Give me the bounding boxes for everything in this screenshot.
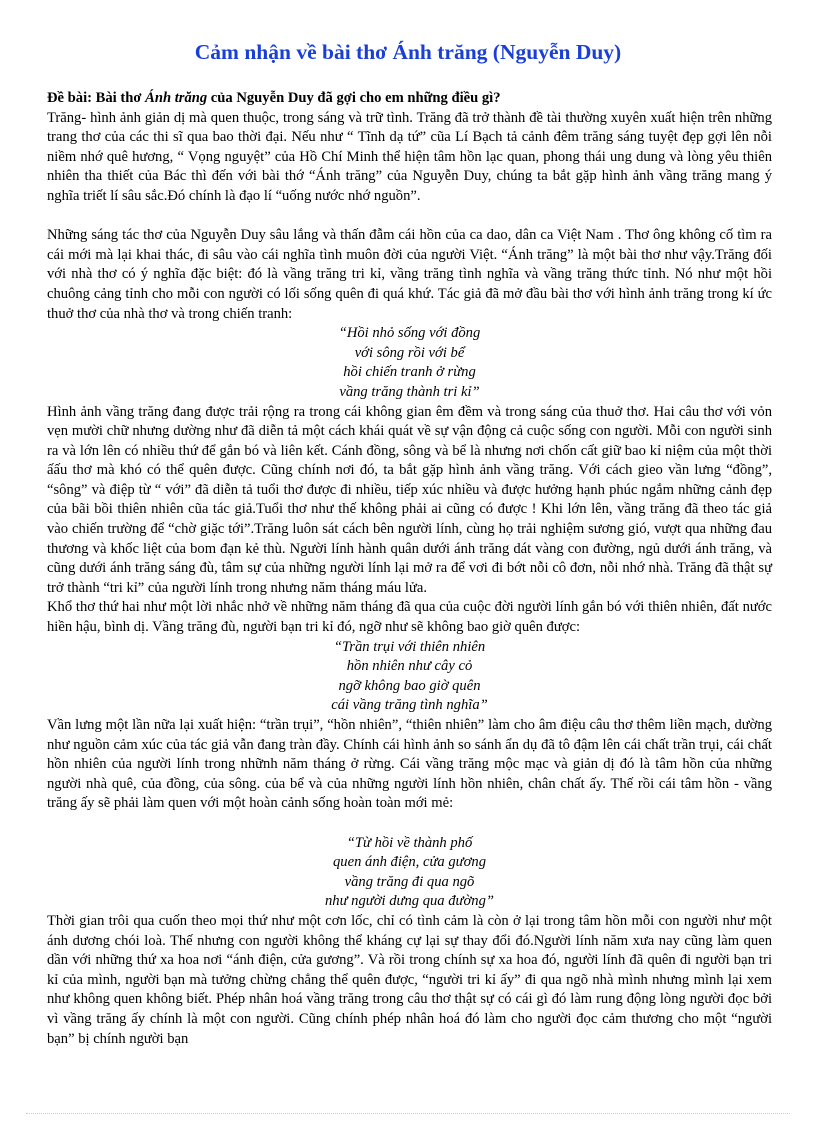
essay-prompt: [47, 89, 772, 109]
paragraph-gap: [47, 814, 772, 834]
poem-line: vầng trăng thành tri kỉ”: [339, 383, 480, 400]
poem-line: ngỡ không bao giờ quên: [338, 677, 481, 694]
paragraph-analysis-2: Vần lưng một lần nữa lại xuất hiện: “trần trụi”, “hồn nhiên”, “thiên nhiên” làm cho âm điệu câu thơ thêm liền mạch, dường như nguồn cảm xúc của tác giả vẫn đang tràn đầy. Chính cái hình ảnh so sánh ẩn dụ đã tô đậm lên cái chất trần trụi, cái chất hồn nhiên của người lính trong nhữnh năm tháng ở rừng. Cái vầng trăng mộc mạc và giản dị đó là tâm hồn của những người nhà quê, của đồng, của sông. của bể và của những người lính hồn nhiên, chân chất ấy. Thế rồi cái tâm hồn - vầng trăng ấy sẽ phải làm quen với một hoàn cảnh sống hoàn toàn mới mẻ:: [47, 717, 772, 812]
poem-stanza-3: [47, 834, 772, 912]
poem-stanza-2: [47, 638, 772, 716]
poem-line: như người dưng qua đường”: [324, 893, 495, 910]
page-bottom-divider: [26, 1113, 790, 1114]
poem-line: hồi chiến tranh ở rừng: [343, 364, 476, 381]
paragraph-author: Những sáng tác thơ của Nguyễn Duy sâu lắng và thấn đẫm cái hồn của ca dao, dân ca Việt Nam . Thơ ông không cố tìm ra cái mới mà lại khai thác, đi sâu vào cái nghĩa tình muôn đời của người Việt. “Ánh trăng” là một bài thơ như vậy.Trăng đối với nhà thơ có ý nghĩa đặc biệt: đó là vầng trăng tri kỉ, vầng trăng tình nghĩa và vầng trăng thức tỉnh. Nó như một hồi chuông cảng tỉnh cho mỗi con người có lối sống quên đi quá khứ. Tác giả đã mở đầu bài thơ với hình ảnh trăng trong kí ức thuở thơ của nhà thơ và trong chiến tranh:: [47, 227, 772, 322]
paragraph-intro: Trăng- hình ảnh giản dị mà quen thuộc, trong sáng và trữ tình. Trăng đã trở thành đề tài thường xuyên xuất hiện trên những trang thơ của các thi sĩ qua bao thời đại. Nếu như “ Tĩnh dạ tứ” cũa Lí Bạch tả cảnh đêm trăng sáng tuyệt đẹp gợi lên nỗi niềm nhớ quê hương, “ Vọng nguyệt” của Hồ Chí Minh thể hiện tâm hồn lạc quan, phong thái ung dung và lòng yêu thiên nhiên tha thiết của Bác thì đến với bài thớ “Ánh trăng” của Nguyễn Duy, chúng ta bắt gặp hình ảnh vầng trăng mang ý nghĩa triết lí sâu sắc.Đó chính là đạo lí “uống nước nhớ nguồn”.: [47, 109, 772, 204]
poem-line: cái vầng trăng tình nghĩa”: [331, 697, 488, 714]
paragraph-stanza-2-intro: Khổ thơ thứ hai như một lời nhắc nhở về những năm tháng đã qua của cuộc đời người lính gắn bó với thiên nhiên, đất nước hiền hậu, bình dị. Vầng trăng đù, người bạn tri kỉ đó, ngỡ như sẽ không bao giờ quên được:: [47, 599, 772, 636]
poem-line: quen ánh điện, cửa gương: [333, 854, 486, 871]
poem-line: “Trần trụi với thiên nhiên: [333, 638, 486, 655]
poem-line: “Từ hồi về thành phố: [346, 834, 473, 851]
document-body: [47, 89, 772, 1049]
poem-line: hồn nhiên như cây cỏ: [346, 658, 473, 675]
poem-line: “Hồi nhỏ sống với đồng: [338, 325, 481, 342]
prompt-label: Đề bài: Bài thơ: [47, 90, 146, 106]
page-title: Cảm nhận về bài thơ Ánh trăng (Nguyễn Duy): [194, 40, 622, 64]
paragraph-gap: [47, 207, 772, 227]
poem-stanza-1: [47, 324, 772, 402]
paragraph-analysis-3: Thời gian trôi qua cuốn theo mọi thứ như một cơn lốc, chỉ có tình cảm là còn ở lại trong tâm hồn mỗi con người như một ánh dương chói loà. Thế nhưng con người không thể kháng cự lại sự thay đổi đó.Người lính năm xưa nay cũng làm quen dần với những thứ xa hoa nơi “ánh điện, cửa gương”. Và rồi trong chính sự xa hoa đó, người lính đã quên đi người bạn tri kỉ của mình, người bạn mà tưởng chừng chẳng thể quên được, “người tri kỉ ấy” đi qua ngõ nhà mình nhưng mình lại xem như không quen không biết. Phép nhân hoá vầng trăng trong câu thơ thật sự có cái gì đó làm rung động lòng người đọc bởi vì vầng trăng ấy chính là một con người. Cũng chính phép nhân hoá đó làm cho người đọc cảm thương cho một “người bạn” bị chính người bạn: [47, 912, 772, 1047]
prompt-rest: của Nguyễn Duy đã gợi cho em những điều gì?: [207, 90, 501, 106]
prompt-poem-name: Ánh trăng: [145, 90, 208, 106]
poem-line: vầng trăng đi qua ngõ: [344, 873, 475, 890]
paragraph-analysis-1: Hình ảnh vầng trăng đang được trải rộng ra trong cái không gian êm đềm và trong sáng của thuở thơ. Hai câu thơ với vỏn vẹn mười chữ nhưng dường như đã diễn tả một cách khái quát về sự vận động cả cuộc sống con người. Mỗi con người sinh ra và lớn lên có nhiều thứ để gắn bó và liên kết. Cánh đồng, sông và bể là nhưng nơi chốn cất giữ bao kỉ niệm của một thời ấấu thơ mà khó có thể quên được. Cũng chính nơi đó, ta bắt gặp hình ảnh vầng trăng. Với cách gieo vần lưng “đồng”, “sông” và điệp từ “ với” đã diễn tả tuổi thơ được đi nhiều, tiếp xúc nhiều và được hưởng hạnh phúc ngắm những cảnh đẹp của bãi bồi thiên nhiên cũa tác giả.Tuổi thơ như thế không phải ai cũng có được ! Khi lớn lên, vầng trăng đã theo tác giả vào chiến trường để “chờ giặc tới”.Trăng luôn sát cách bên người lính, cùng họ trải nghiệm sương gió, vượt qua những đau thương và khốc liệt của bom đạn kẻ thù. Người lính hành quân dưới ánh trăng dát vàng con đường, ngủ dưới ánh trăng, và cũng dưới ánh trăng sáng đù, tâm sự của những người lính lại mở ra để vơi đi bớt nỗi cô đơn, nỗi nhớ nhà. Trăng đã thật sự trở thành “tri kỉ” của người lính trong nhưng năm tháng máu lửa.: [47, 403, 772, 596]
poem-line: với sông rồi với bể: [354, 344, 465, 361]
